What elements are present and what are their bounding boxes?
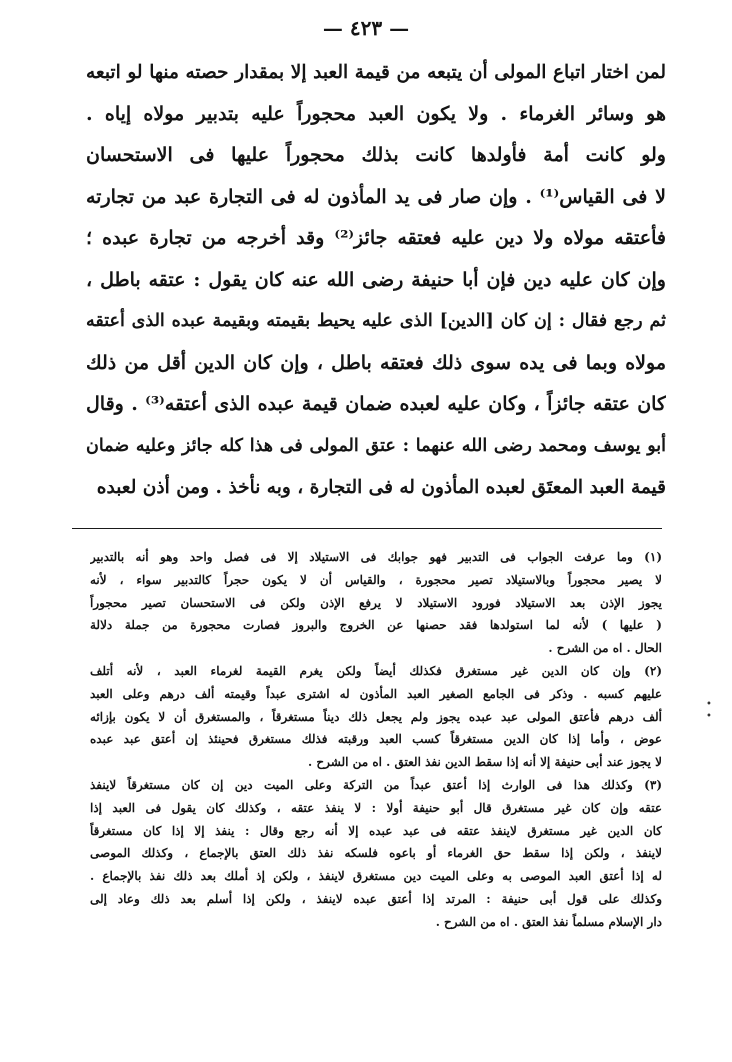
footnote-line: عليهم كسبه . وذكر فى الجامع الصغير العبد المأذون له اشترى عبداً وقيمته ألف درهم وعلى العبد: [90, 686, 662, 701]
footnote-line: كان الدين غير مستغرق لاينفذ عتقه فى عبد عبده إلا أنه رجع وقال : ينفذ إلا إذا كان مستغرقاً: [90, 823, 662, 838]
page-number: — ٤٢٣ —: [322, 16, 410, 40]
footnote-line: ألف درهم فأعتق المولى عبد عبده يجوز ولم يجعل ذلك ديناً مستغرقاً ، والمستغرق أن لا يكون بإزائه: [90, 709, 662, 724]
footnote-line: لا يجوز عند أبى حنيفة إلا أنه إذا سقط الدين نفذ العتق . اه من الشرح .: [308, 755, 662, 770]
footnote-line: عتقه وإن كان غير مستغرق قال أبو حنيفة أولا : لا ينفذ عتقه ، وكذلك كان يقول فى العبد إذا: [90, 800, 662, 815]
main-text-line: ولو كانت أمة فأولدها كانت بذلك محجوراً عليها فى الاستحسان: [86, 144, 666, 166]
main-text-line: كان عتقه جائزاً ، وكان عليه لعبده ضمان قيمة عبده الذى أعتقه⁽³⁾ . وقال: [86, 393, 666, 415]
footnote-line: لاينفذ ، ولكن إذا سقط حق الغرماء أو باعوه فلسكه نفذ ذلك العتق بالإجماع ، وكذلك الموصى: [90, 846, 662, 861]
footnote-separator: [72, 528, 662, 529]
margin-mark: •: [706, 711, 712, 722]
main-text-line: لا فى القياس⁽¹⁾ . وإن صار فى يد المأذون له فى التجارة عبد من تجارته: [86, 185, 666, 208]
footnote-3: [90, 774, 662, 934]
footnote-2: [90, 660, 662, 774]
main-text-line: فأعتقه مولاه ولا دين عليه فعتقه جائز⁽²⁾ وقد أخرجه من تجارة عبده ؛: [86, 227, 666, 249]
footnote-line: (٣) وكذلك هذا فى الوارث إذا أعتق عبداً من التركة وعلى الميت دين إن كان مستغرقاً لاينفذ: [90, 777, 662, 792]
footnote-line: لا يصير محجوراً وبالاستيلاد تصير محجورة ، والقياس أن لا يكون حجراً كالتدبير سواء ، لأنه: [90, 572, 662, 587]
footnote-line: دار الإسلام مسلماً نفذ العتق . اه من الشرح .: [435, 914, 662, 929]
main-text-line: أبو يوسف ومحمد رضى الله عنهما : عتق المولى فى هذا كله جائز وعليه ضمان: [86, 435, 666, 456]
main-text-line: لمن اختار اتباع المولى أن يتبعه من قيمة العبد إلا بمقدار حصته منها لو اتبعه: [86, 62, 666, 83]
main-text-line: قيمة العبد المعتَق لعبده المأذون له فى التجارة ، وبه نأخذ . ومن أذن لعبده: [96, 477, 666, 498]
footnote-line: (١) وما عرفت الجواب فى التدبير فهو جوابك فى الاستيلاد إلا فى فصل واحد وهو أنه بالتدبير: [90, 550, 662, 564]
footnote-1: [90, 546, 662, 660]
footnote-line: الحال . اه من الشرح .: [548, 641, 662, 656]
main-text-line: ثم رجع فقال : إن كان [الدين] الذى عليه يحيط بقيمته وبقيمة عبده الذى أعتقه: [86, 311, 666, 331]
footnote-line: له إذا أعتق العبد الموصى به وعلى الميت دين مستغرق لاينفذ ، ولكن إذ أملك بعد ذلك نفذ بالإجماع .: [90, 869, 662, 884]
main-text-line: وإن كان عليه دين فإن أبا حنيفة رضى الله عنه كان يقول : عتقه باطل ،: [86, 268, 666, 291]
footnote-line: عوض ، وأما إذا كان الدين مستغرقاً كسب العبد ورقبته فذلك مستغرق فحينئذ إن أعتق عبد عبده: [90, 732, 662, 747]
main-text-line: مولاه وبما فى يده سوى ذلك فعتقه باطل ، وإن كان الدين أقل من ذلك: [86, 351, 666, 374]
footnote-line: وكذلك على قول أبى حنيفة : المرتد إذا أعتق عبده لاينفذ ، ولكن إذا أسلم بعد ذلك وعاد إلى: [90, 891, 662, 906]
footnotes: [90, 546, 662, 934]
footnote-line: يجوز الإذن بعد الاستيلاد فورود الاستيلاد لا يرفع الإذن ولكن فى الاستحسان تصير محجوراً: [90, 595, 662, 610]
main-text-line: هو وسائر الغرماء . ولا يكون العبد محجوراً عليه بتدبير مولاه إياه .: [86, 102, 666, 125]
footnote-line: (٢) وإن كان الدين غير مستغرق فكذلك أيضاً ولكن يغرم القيمة لغرماء العبد ، لأنه أتلف: [90, 663, 662, 678]
main-text: [86, 52, 666, 509]
footnote-line: ( عليها ) لأنه لما استولدها فقد حصنها عن الخروج والبروز فصارت محجورة من جملة دلالة: [90, 618, 662, 633]
margin-mark: •: [706, 699, 712, 710]
